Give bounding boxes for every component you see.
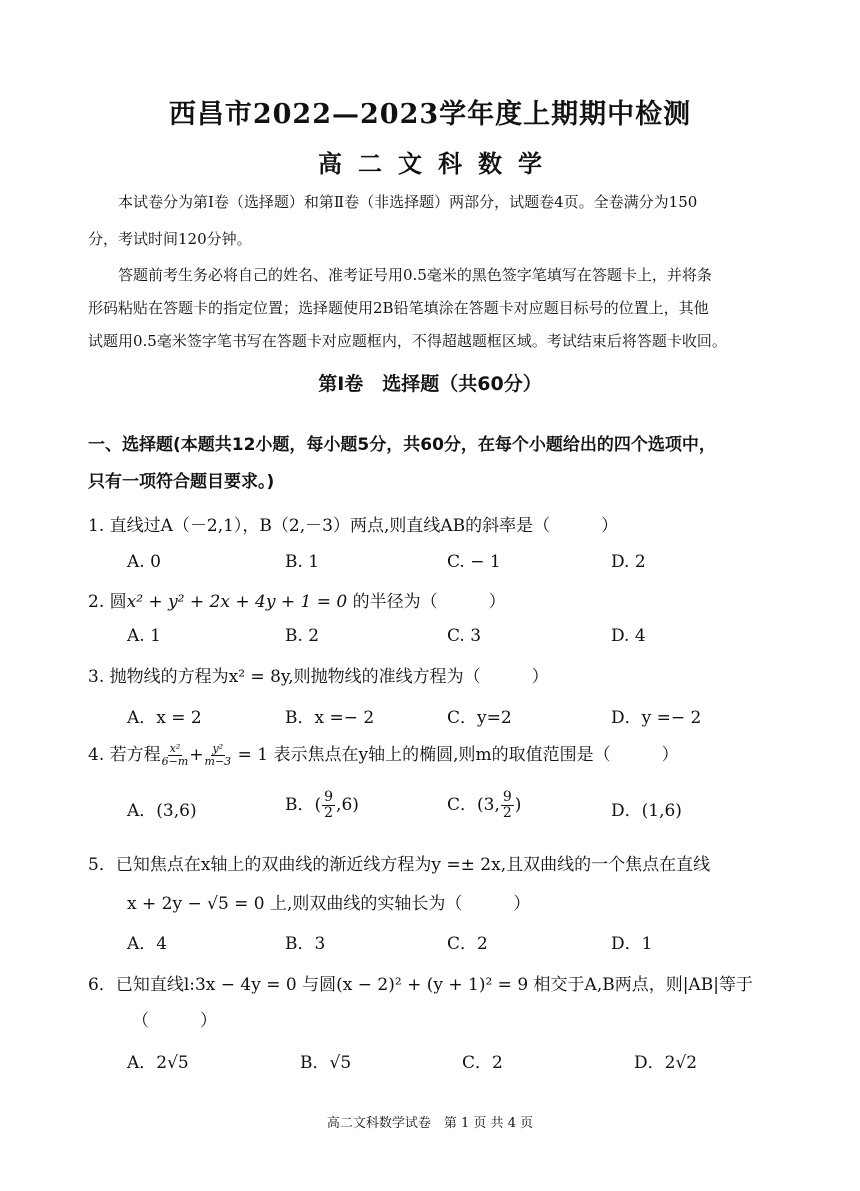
option-c-fraction — [501, 790, 514, 821]
question-4-option-d: D．(1,6) — [611, 801, 682, 821]
question-5-option-b: B．3 — [285, 934, 326, 954]
subtitle-char: 数 — [478, 149, 502, 178]
option-c-suffix: ) — [514, 795, 522, 815]
question-2-equation: x² + y² + 2x + 4y + 1 = 0 — [126, 592, 348, 612]
question-1-option-d: D. 2 — [611, 552, 646, 572]
question-4-prefix: 4. 若方程 — [88, 745, 161, 765]
intro-paragraph-2-line-1: 答题前考生务必将自己的姓名、准考证号用0.5毫米的黑色签字笔填写在答题卡上，并将条 — [118, 266, 712, 284]
fraction-numerator: y² — [212, 742, 224, 755]
question-6-stem-line-2: （ ） — [132, 1011, 217, 1031]
question-4-tail: = 1 表示焦点在y轴上的椭圆,则m的取值范围是（ ） — [237, 745, 679, 765]
question-6-option-d: D．2√2 — [634, 1053, 698, 1073]
question-4-option-b — [285, 790, 359, 821]
option-b-fraction — [322, 790, 335, 821]
question-6-option-c: C．2 — [462, 1053, 503, 1073]
page-subtitle — [0, 144, 860, 179]
question-2-option-d: D. 4 — [611, 626, 646, 646]
question-6-stem-line-1: 6．已知直线l:3x − 4y = 0 与圆(x − 2)² + (y + 1)² = 9 相交于A,B两点，则|AB|等于 — [88, 975, 753, 995]
fraction-numerator: 9 — [502, 789, 512, 805]
question-4-option-c — [447, 790, 521, 821]
intro-paragraph-2-line-3: 试题用0.5毫米签字笔书写在答题卡对应题框内，不得超越题框区域。考试结束后将答题卡收回。 — [88, 332, 727, 350]
fraction-denominator: 2 — [502, 805, 512, 821]
option-b-suffix: ,6) — [336, 795, 359, 815]
question-3-option-b: B．x =− 2 — [285, 708, 375, 728]
question-1-stem: 1. 直线过A（－2,1），B（2,－3）两点,则直线AB的斜率是（ ） — [88, 516, 619, 536]
part-one-instructions-line-2: 只有一项符合题目要求。) — [88, 472, 275, 492]
question-3-option-d: D．y =− 2 — [611, 708, 702, 728]
question-1-option-c: C. − 1 — [447, 552, 501, 572]
fraction-denominator: 2 — [324, 805, 334, 821]
question-6-option-a: A．2√5 — [127, 1053, 189, 1073]
intro-paragraph-1-line-2: 分，考试时间120分钟。 — [88, 230, 252, 248]
page-title: 西昌市2022—2023学年度上期期中检测 — [168, 99, 692, 130]
fraction-numerator: 9 — [324, 789, 334, 805]
question-5-stem-line-1: 5．已知焦点在x轴上的双曲线的渐近线方程为y =± 2x,且双曲线的一个焦点在直线 — [88, 855, 711, 875]
question-4-fraction-y — [205, 743, 232, 768]
question-2-tail: 的半径为（ ） — [352, 592, 506, 612]
question-2-option-b: B. 2 — [285, 626, 320, 646]
question-3-option-a: A．x = 2 — [127, 708, 202, 728]
question-5-option-c: C．2 — [447, 934, 488, 954]
part-one-instructions-line-1: 一、选择题(本题共12小题，每小题5分，共60分，在每个小题给出的四个选项中， — [88, 435, 716, 455]
option-b-prefix: B．( — [285, 795, 322, 815]
subtitle-char: 科 — [438, 149, 462, 178]
subtitle-char: 文 — [398, 149, 422, 178]
page-footer: 高二文科数学试卷 第 1 页 共 4 页 — [326, 1116, 534, 1131]
question-4-option-a: A．(3,6) — [127, 801, 197, 821]
question-5-option-d: D．1 — [611, 934, 653, 954]
question-4-stem — [88, 740, 679, 768]
question-5-stem-line-2: x + 2y − √5 = 0 上,则双曲线的实轴长为（ ） — [127, 894, 531, 914]
question-6-option-b: B．√5 — [300, 1053, 352, 1073]
fraction-denominator: 6−m — [161, 755, 189, 768]
question-1-option-a: A. 0 — [127, 552, 161, 572]
question-3-stem: 3. 抛物线的方程为x² = 8y,则抛物线的准线方程为（ ） — [88, 667, 549, 687]
question-2-option-c: C. 3 — [447, 626, 482, 646]
question-5-option-a: A．4 — [127, 934, 168, 954]
question-4-plus: + — [189, 745, 204, 765]
question-2-option-a: A. 1 — [127, 626, 161, 646]
fraction-denominator: m−3 — [204, 755, 232, 768]
subtitle-char: 二 — [358, 149, 382, 178]
section-title: 第Ⅰ卷 选择题（共60分） — [318, 373, 542, 395]
intro-paragraph-1-line-1: 本试卷分为第Ⅰ卷（选择题）和第Ⅱ卷（非选择题）两部分，试题卷4页。全卷满分为150 — [118, 193, 698, 211]
subtitle-char: 高 — [318, 149, 342, 178]
question-2-number: 2. 圆 — [88, 592, 127, 612]
question-1-option-b: B. 1 — [285, 552, 320, 572]
fraction-numerator: x² — [169, 742, 181, 755]
option-c-prefix: C．(3, — [447, 795, 500, 815]
question-2-stem — [88, 587, 506, 612]
question-4-fraction-x — [162, 743, 189, 768]
subtitle-char: 学 — [518, 149, 542, 178]
question-3-option-c: C．y=2 — [447, 708, 512, 728]
intro-paragraph-2-line-2: 形码粘贴在答题卡的指定位置；选择题使用2B铅笔填涂在答题卡对应题目标号的位置上，其他 — [88, 299, 709, 317]
